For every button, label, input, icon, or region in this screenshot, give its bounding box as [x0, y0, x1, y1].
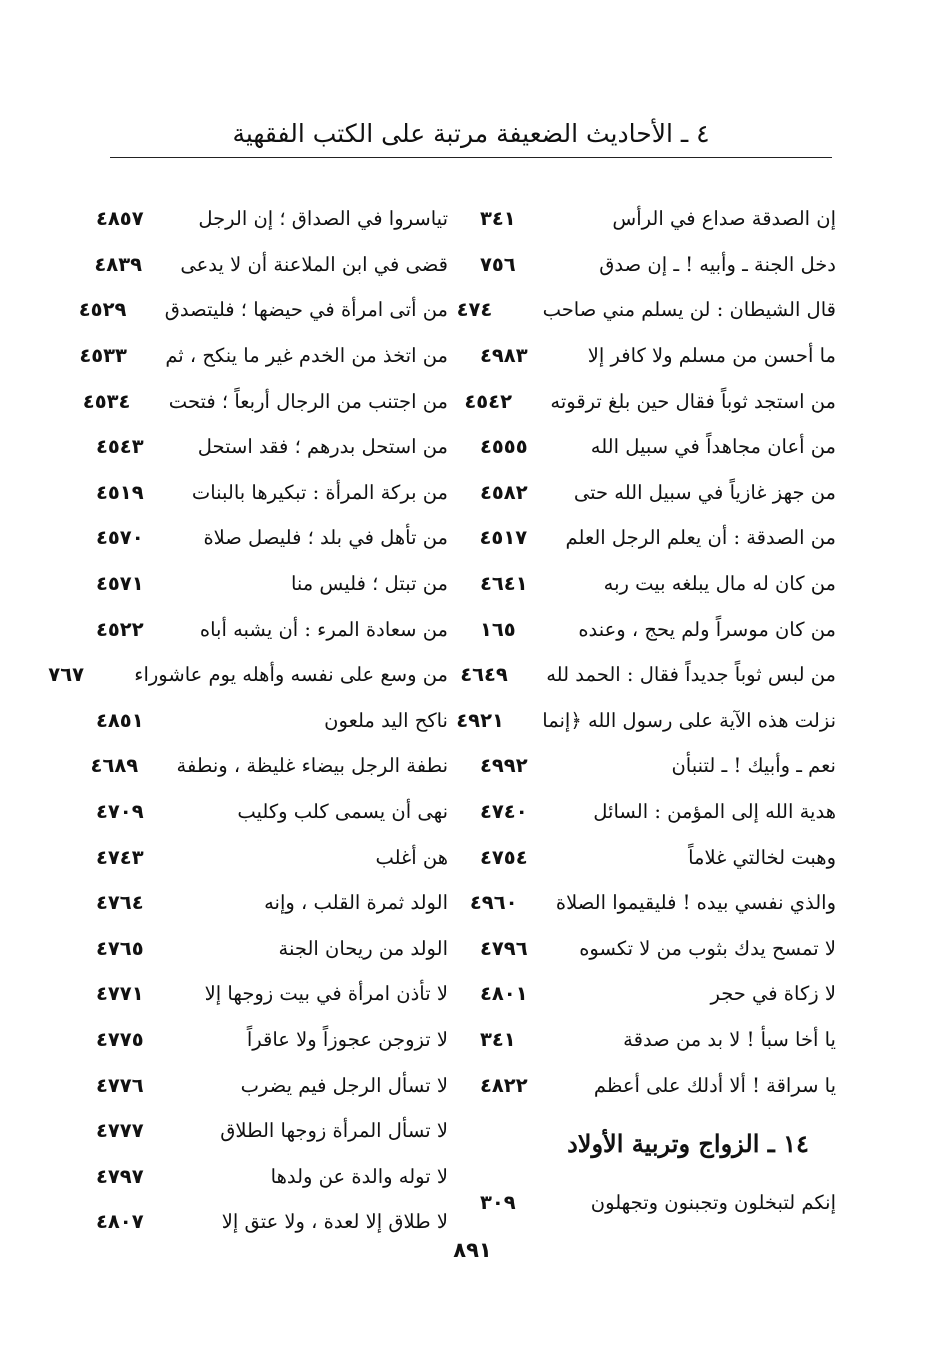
entry-number: ٣٤١: [480, 207, 516, 231]
entry-number: ٤٧٤: [456, 298, 493, 322]
entry-text: هدية الله إلى المؤمن : السائل: [593, 800, 836, 824]
index-entry: [96, 1017, 448, 1063]
index-entry: [96, 606, 448, 652]
left-column: [48, 196, 448, 1245]
entry-number: ٤٩٦٠: [469, 891, 518, 915]
entry-text: نزلت هذه الآية على رسول الله ﴿إنما: [542, 708, 836, 732]
index-entry: [96, 1108, 448, 1154]
index-entry: [78, 287, 448, 333]
entry-text: لا زكاة في حجر: [710, 982, 836, 1006]
entry-text: نعم ـ وأبيك ! ـ لتنبأن: [671, 754, 836, 778]
entry-text: من أتى امرأة في حيضها ؛ فليتصدق: [164, 298, 448, 322]
header-rule: [110, 157, 832, 158]
entry-number: ٤٦٤١: [480, 572, 528, 596]
entry-text: لا تسأل المرأة زوجها الطلاق: [220, 1119, 448, 1143]
index-entry: [480, 926, 836, 972]
index-entry: [96, 971, 448, 1017]
entry-number: ٤٥٢٢: [96, 617, 144, 641]
entry-text: من كان موسراً ولم يحج ، وعنده: [578, 617, 836, 641]
entry-text: إن الصدقة صداع في الرأس: [612, 207, 836, 231]
index-entry: [79, 333, 448, 379]
entry-number: ٧٦٧: [48, 663, 85, 687]
entry-text: لا توله والدة عن ولدها: [270, 1164, 448, 1188]
entry-number: ٤٧٠٩: [96, 800, 144, 824]
entry-number: ٤٧٩٧: [96, 1164, 144, 1188]
index-entry: [96, 1062, 448, 1108]
entry-number: ٤٧٤٠: [480, 800, 528, 824]
entry-number: ٤٦٤٩: [460, 663, 508, 687]
entry-text: من لبس ثوباً جديداً فقال : الحمد لله: [546, 663, 836, 687]
entry-text: لا تسأل الرجل فيم يضرب: [240, 1073, 448, 1097]
entry-text: دخل الجنة ـ وأبيه ! ـ إن صدق: [599, 252, 836, 276]
index-entry: [96, 561, 448, 607]
index-entry: [464, 378, 836, 424]
entry-text: يا أخا سبأ ! لا بد من صدقة: [623, 1027, 836, 1051]
entry-text: من جهز غازياً في سبيل الله حتى: [573, 480, 836, 504]
section-heading: ١٤ ـ الزواج وتربية الأولاد: [567, 1129, 809, 1159]
index-entry: [96, 242, 448, 288]
entry-number: ٤٨٢٢: [480, 1073, 528, 1097]
entry-text: لا تأذن امرأة في بيت زوجها إلا: [204, 982, 448, 1006]
index-entry: [96, 1153, 448, 1199]
index-entry: [90, 743, 448, 789]
index-entry: [456, 698, 836, 744]
entry-number: ٤٥٣٣: [79, 344, 127, 368]
entry-text: من استحل بدرهم ؛ فقد استحل: [197, 435, 448, 459]
entry-number: ٤٧٧٦: [96, 1073, 144, 1097]
entry-number: ٤٧٩٦: [480, 936, 528, 960]
entry-text: من اجتنب من الرجال أربعاً ؛ فتحت: [168, 389, 448, 413]
entry-text: الولد من ريحان الجنة: [278, 936, 448, 960]
entry-number: ٤٧٧٧: [96, 1119, 144, 1143]
entry-text: تياسروا في الصداق ؛ إن الرجل: [198, 207, 448, 231]
entry-number: ٤٥٢٩: [78, 298, 127, 322]
index-entry: [480, 196, 836, 242]
entry-text: من بركة المرأة : تبكيرها بالبنات: [191, 480, 448, 504]
entry-number: ٤٨٣٩: [94, 252, 143, 276]
entry-text: من وسع على نفسه وأهله يوم عاشوراء: [134, 663, 448, 687]
index-entry: [480, 242, 836, 288]
index-entry: [460, 652, 836, 698]
entry-text: والذي نفسي بيده ! فليقيموا الصلاة: [555, 891, 836, 915]
page-number: ٨٩١: [453, 1238, 492, 1262]
entry-text: من أعان مجاهداً في سبيل الله: [590, 435, 836, 459]
entry-number: ٤٥٥٥: [480, 435, 528, 459]
entry-number: ٤٧٤٣: [96, 845, 144, 869]
index-entry: [96, 515, 448, 561]
index-entry: [96, 470, 448, 516]
index-entry: [480, 424, 836, 470]
entry-number: ٤٩٢١: [456, 708, 504, 732]
entry-number: ٤٥٣٤: [82, 389, 131, 413]
index-entry: [469, 880, 836, 926]
entry-number: ٣٤١: [480, 1027, 516, 1051]
entry-text: لا تمسح يدك بثوب من لا تكسوه: [579, 936, 836, 960]
entry-number: ٤٥٧٠: [96, 526, 144, 550]
index-entry: [480, 470, 836, 516]
entry-text: لا تزوجن عجوزاً ولا عاقراً: [246, 1027, 448, 1051]
entry-text: نهى أن يسمى كلب وكليب: [237, 800, 448, 824]
index-entry: [96, 880, 448, 926]
entry-number: ٤٥٤٢: [464, 389, 512, 413]
entry-number: ٤٥٤٣: [96, 435, 144, 459]
index-entry: [96, 834, 448, 880]
index-entry: [82, 378, 448, 424]
index-entry: [480, 834, 836, 880]
entry-number: ٤٨٥٧: [96, 207, 144, 231]
entry-text: من الصدقة : أن يعلم الرجل العلم: [565, 526, 836, 550]
entry-text: هن أغلب: [375, 845, 448, 869]
entry-text: الولد ثمرة القلب ، وإنه: [264, 891, 448, 915]
entry-number: ٤٨٥١: [96, 708, 144, 732]
index-entry: [480, 743, 836, 789]
index-entry: [480, 333, 836, 379]
right-column: [456, 196, 836, 1225]
entry-number: ٤٧٧١: [96, 982, 144, 1006]
index-entry: [48, 652, 448, 698]
entry-text: قضى في ابن الملاعنة أن لا يدعى: [180, 252, 448, 276]
index-entry: [480, 971, 836, 1017]
entry-text: قال الشيطان : لن يسلم مني صاحب: [542, 298, 836, 322]
entry-number: ٣٠٩: [480, 1191, 516, 1215]
entry-text: لا طلاق إلا لعدة ، ولا عتق إلا: [221, 1210, 448, 1234]
index-entry: [480, 1017, 836, 1063]
entry-text: من تأهل في بلد ؛ فليصل صلاة: [203, 526, 448, 550]
index-entry: [480, 1062, 836, 1108]
entry-text: وهبت لخالتي غلاماً: [688, 845, 836, 869]
index-entry: [480, 1180, 836, 1226]
entry-number: ٤٩٩٢: [480, 754, 528, 778]
entry-text: من اتخذ من الخدم غير ما ينكح ، ثم: [165, 344, 448, 368]
entry-number: ٤٨٠٧: [96, 1210, 144, 1234]
entry-number: ٤٥١٧: [479, 526, 528, 550]
index-entry: [480, 606, 836, 652]
entry-text: يا سراقة ! ألا أدلك على أعظم: [593, 1073, 836, 1097]
entry-text: من تبتل ؛ فليس منا: [290, 572, 448, 596]
entry-number: ٤٦٨٩: [90, 754, 139, 778]
entry-number: ٤٥٧١: [96, 572, 144, 596]
entry-text: إنكم لتبخلون وتجبنون وتجهلون: [590, 1191, 836, 1215]
entry-text: من كان له مال يبلغه بيت ربه: [603, 572, 836, 596]
index-entry: [96, 196, 448, 242]
entry-number: ٤٧٦٥: [96, 936, 144, 960]
entry-number: ٤٩٨٣: [480, 344, 528, 368]
entry-number: ٧٥٦: [480, 252, 516, 276]
entry-number: ٤٥٨٢: [480, 480, 528, 504]
running-header: ٤ ـ الأحاديث الضعيفة مرتبة على الكتب الفقهية: [232, 119, 710, 148]
entry-number: ٤٧٦٤: [96, 891, 144, 915]
index-entry: [96, 926, 448, 972]
entry-number: ٤٥١٩: [96, 480, 144, 504]
entry-text: ناكح اليد ملعون: [324, 708, 448, 732]
entry-text: ما أحسن من مسلم ولا كافر إلا: [587, 344, 836, 368]
entry-text: من استجد ثوباً فقال حين بلغ ترقوته: [550, 389, 836, 413]
index-entry: [480, 515, 836, 561]
index-entry: [480, 561, 836, 607]
index-entry: [480, 789, 836, 835]
index-entry: [96, 698, 448, 744]
entry-text: من سعادة المرء : أن يشبه أباه: [199, 617, 448, 641]
entry-text: نطفة الرجل بيضاء غليظة ، ونطفة: [176, 754, 448, 778]
index-entry: [456, 287, 836, 333]
entry-number: ٤٧٥٤: [480, 845, 528, 869]
entry-number: ٤٨٠١: [480, 982, 528, 1006]
entry-number: ٤٧٧٥: [96, 1027, 144, 1051]
index-entry: [96, 789, 448, 835]
index-entry: [96, 424, 448, 470]
entry-number: ١٦٥: [480, 617, 516, 641]
